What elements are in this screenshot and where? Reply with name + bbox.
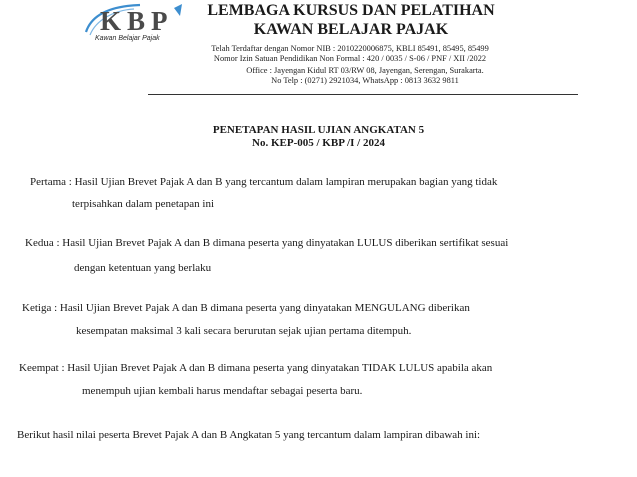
registration-line: Telah Terdaftar dengan Nomor NIB : 2010220006875, KBLI 85491, 85495, 85499 — [211, 44, 489, 53]
clause-kedua-cont: dengan ketentuan yang berlaku — [74, 262, 212, 274]
clause-ketiga-cont: kesempatan maksimal 3 kali secara berurutan sejak ujian pertama ditempuh. — [76, 325, 412, 337]
office-address: Office : Jayengan Kidul RT 03/RW 08, Jayengan, Serengan, Surakarta. — [246, 66, 484, 75]
letterhead-divider — [148, 94, 578, 95]
logo-letters: KBP — [100, 6, 174, 36]
clause-kedua — [25, 236, 508, 250]
clause-label: Keempat : — [19, 362, 65, 374]
clause-label: Pertama : — [30, 176, 72, 188]
clause-pertama-cont: terpisahkan dalam penetapan ini — [72, 198, 215, 210]
permit-line: Nomor Izin Satuan Pendidikan Non Formal : 420 / 0035 / S-06 / PNF / XII /2022 — [213, 54, 487, 63]
clause-text-line1: Hasil Ujian Brevet Pajak A dan B dimana peserta yang dinyatakan MENGULANG diberikan — [59, 302, 470, 314]
clause-keempat-cont: menempuh ujian kembali harus mendaftar sebagai peserta baru. — [82, 385, 363, 397]
clause-pertama — [30, 175, 497, 189]
clause-label: Kedua : — [25, 237, 60, 249]
org-name-line2: KAWAN BELAJAR PAJAK — [253, 21, 449, 38]
clause-ketiga — [22, 301, 470, 315]
clause-label: Ketiga : — [22, 302, 58, 314]
clause-text-line1: Hasil Ujian Brevet Pajak A dan B dimana peserta yang dinyatakan LULUS diberikan sertifikat sesuai — [62, 237, 509, 249]
closing-statement: Berikut hasil nilai peserta Brevet Pajak A dan B Angkatan 5 yang tercantum dalam lampiran dibawah ini: — [17, 429, 481, 441]
clause-text-line1: Hasil Ujian Brevet Pajak A dan B yang tercantum dalam lampiran merupakan bagian yang tidak — [74, 176, 498, 188]
clause-text-line1: Hasil Ujian Brevet Pajak A dan B dimana peserta yang dinyatakan TIDAK LULUS apabila akan — [67, 362, 493, 374]
document-number: No. KEP-005 / KBP /I / 2024 — [252, 137, 385, 149]
kbp-logo — [82, 2, 192, 48]
document-title: PENETAPAN HASIL UJIAN ANGKATAN 5 — [212, 124, 425, 136]
logo-tagline: Kawan Belajar Pajak — [95, 35, 160, 42]
clause-keempat — [19, 361, 492, 375]
contact-line: No Telp : (0271) 2921034, WhatsApp : 0813 3632 9811 — [271, 76, 459, 85]
org-name-line1: LEMBAGA KURSUS DAN PELATIHAN — [207, 2, 495, 19]
